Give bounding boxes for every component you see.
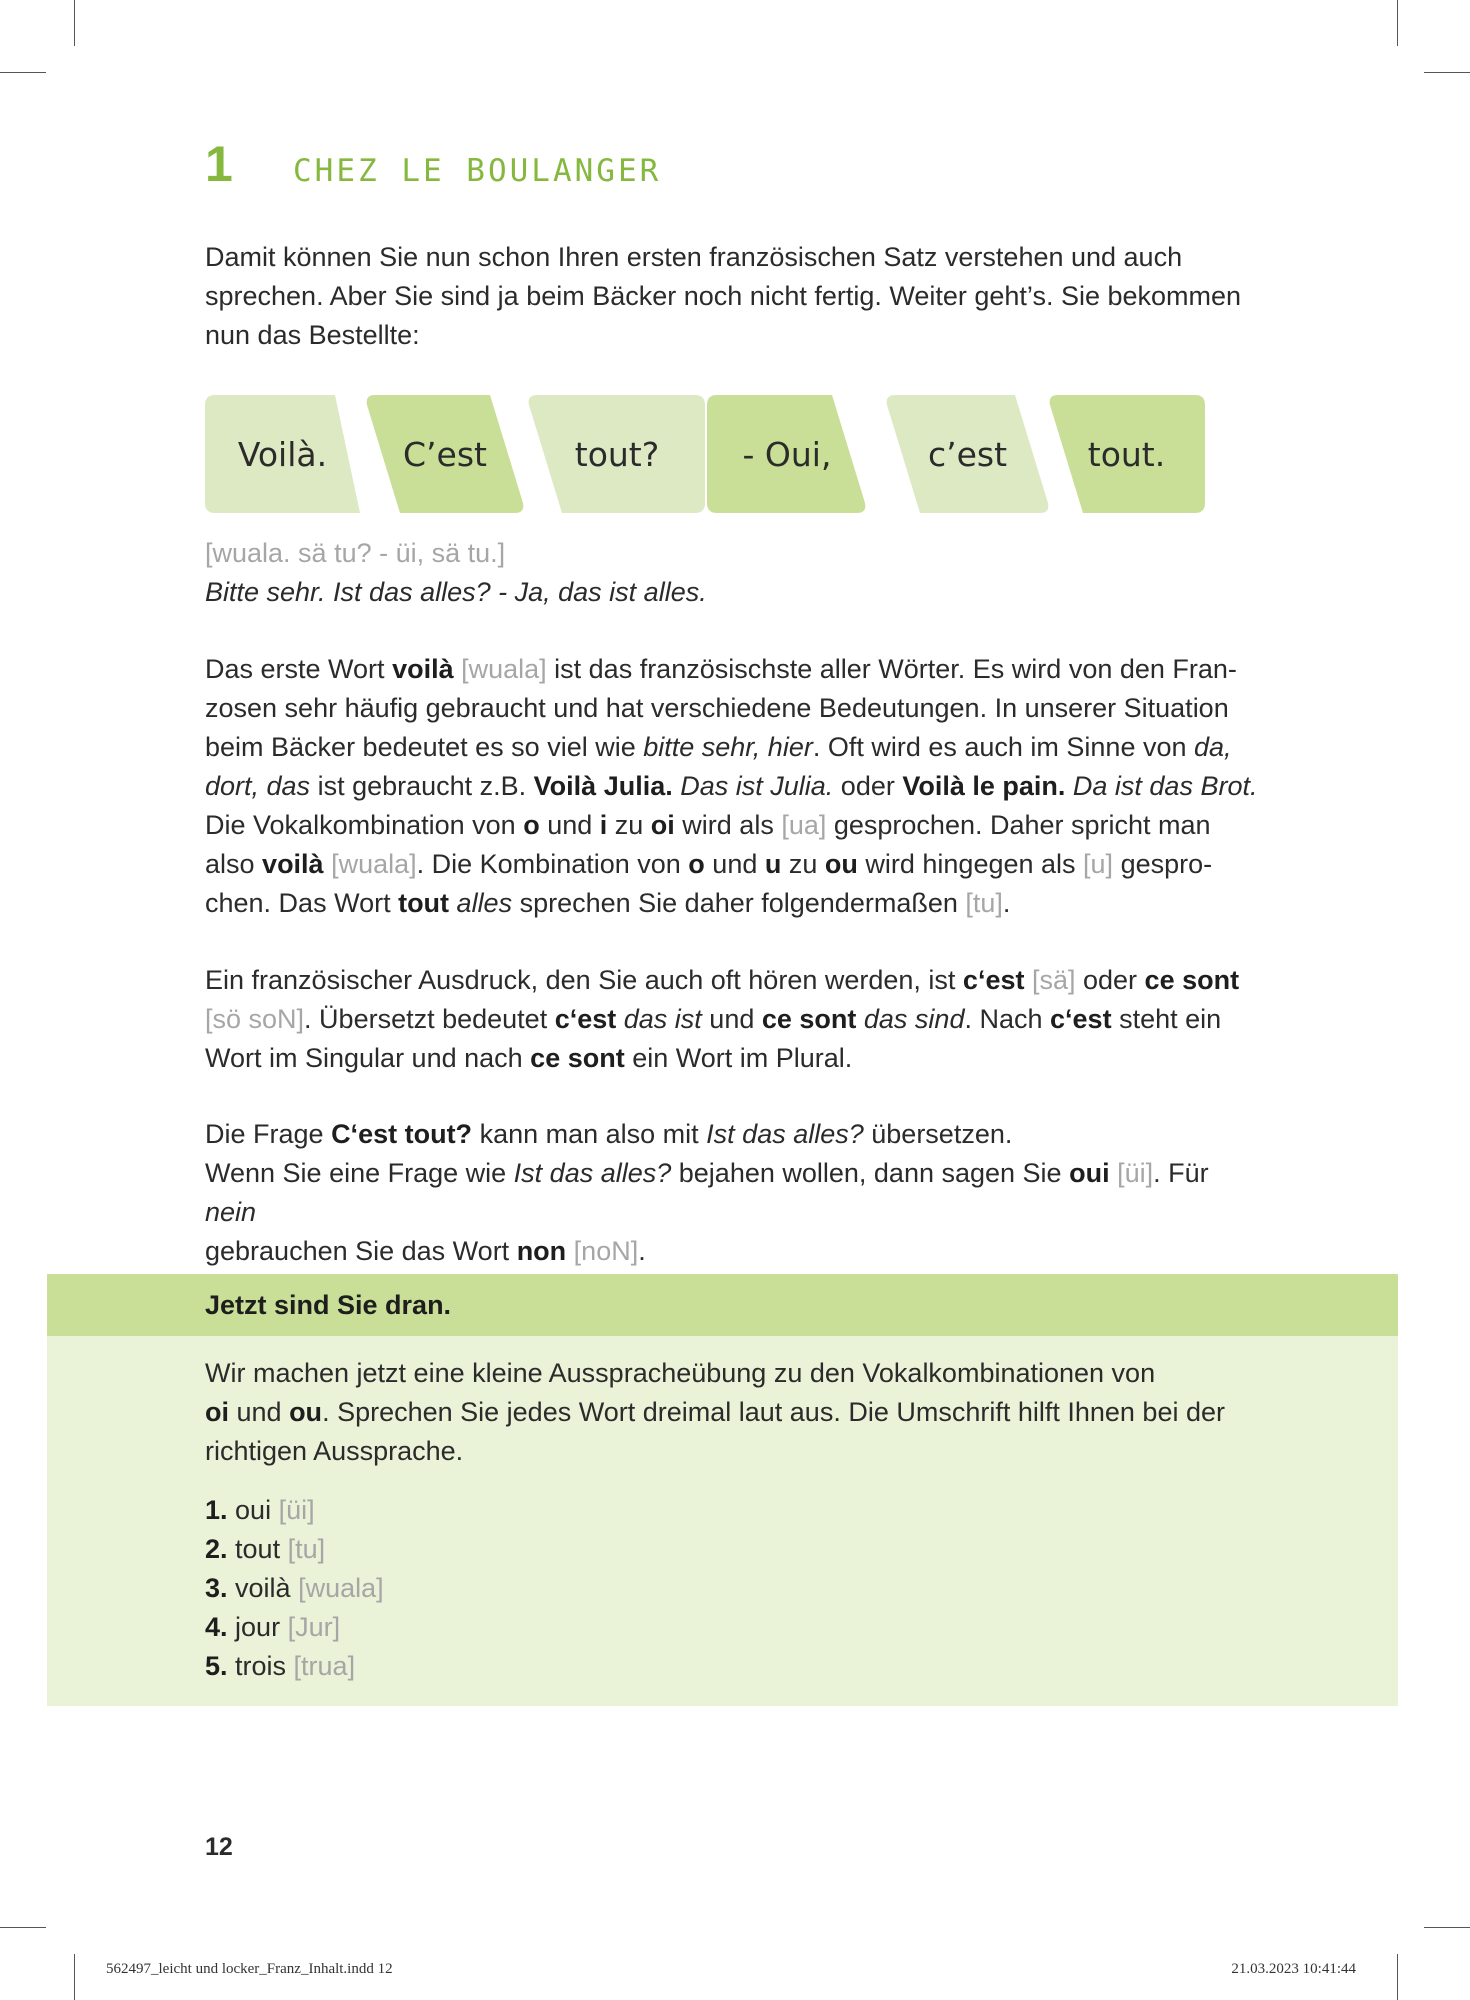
word-card-text: tout? bbox=[574, 434, 660, 474]
text-line: [sö soN]. Übersetzt bedeutet c‘est das ist und ce sont das sind. Nach c‘est steht ein bbox=[205, 1004, 1222, 1034]
text-line: sprechen. Aber Sie sind ja beim Bäcker noch nicht fertig. Weiter geht’s. Sie bekommen bbox=[205, 281, 1242, 311]
explanation-paragraph-oui-non bbox=[205, 1115, 1265, 1271]
word-card-text: - Oui, bbox=[742, 434, 832, 474]
word-card bbox=[885, 395, 1050, 513]
crop-mark bbox=[1424, 72, 1470, 73]
text-line: also voilà [wuala]. Die Kombination von o und u zu ou wird hingegen als [u] gespro- bbox=[205, 849, 1213, 879]
text-line: Die Frage C‘est tout? kann man also mit Ist das alles? übersetzen. bbox=[205, 1119, 1013, 1149]
chapter-heading bbox=[205, 135, 661, 205]
text-line: Die Vokalkombination von o und i zu oi wird als [ua] gesprochen. Daher spricht man bbox=[205, 810, 1211, 840]
word-card-text: C’est bbox=[403, 434, 487, 474]
text-line: gebrauchen Sie das Wort non [noN]. bbox=[205, 1236, 646, 1266]
text-line: Wenn Sie eine Frage wie Ist das alles? bejahen wollen, dann sagen Sie oui [üi]. Für nein bbox=[205, 1158, 1209, 1227]
word-card bbox=[1048, 395, 1205, 513]
crop-mark bbox=[1424, 1927, 1470, 1928]
text-line: Damit können Sie nun schon Ihren ersten französischen Satz verstehen und auch bbox=[205, 242, 1183, 272]
explanation-paragraph-cest bbox=[205, 961, 1265, 1078]
crop-mark bbox=[74, 1954, 75, 2000]
print-slug-file: 562497_leicht und locker_Franz_Inhalt.indd 12 bbox=[106, 1961, 393, 1977]
text-line: Das erste Wort voilà [wuala] ist das französischste aller Wörter. Es wird von den Fran- bbox=[205, 654, 1237, 684]
chapter-title: CHEZ LE BOULANGER bbox=[293, 153, 662, 189]
text-line: Wir machen jetzt eine kleine Ausspracheübung zu den Vokalkombinationen von bbox=[205, 1358, 1156, 1388]
crop-mark bbox=[1397, 1954, 1398, 2000]
text-line: dort, das ist gebraucht z.B. Voilà Julia. Das ist Julia. oder Voilà le pain. Da ist das Brot. bbox=[205, 771, 1258, 801]
translation: Bitte sehr. Ist das alles? - Ja, das ist alles. bbox=[205, 577, 707, 607]
word-card bbox=[365, 395, 525, 513]
word-card bbox=[707, 395, 867, 513]
text-line: zosen sehr häufig gebraucht und hat verschiedene Bedeutungen. In unserer Situation bbox=[205, 693, 1229, 723]
word-card-text: Voilà. bbox=[237, 434, 328, 474]
list-item: 4. jour [Jur] bbox=[205, 1612, 341, 1642]
list-item: 2. tout [tu] bbox=[205, 1534, 326, 1564]
list-item: 5. trois [trua] bbox=[205, 1651, 356, 1681]
print-slug-date: 21.03.2023 10:41:44 bbox=[1231, 1961, 1356, 1977]
chapter-number: 1 bbox=[205, 136, 233, 192]
intro-paragraph bbox=[205, 238, 1265, 355]
pronunciation: [wuala. sä tu? - üi, sä tu.] bbox=[205, 538, 506, 568]
text-line: beim Bäcker bedeutet es so viel wie bitte sehr, hier. Oft wird es auch im Sinne von da, bbox=[205, 732, 1232, 762]
explanation-paragraph-voila bbox=[205, 650, 1265, 923]
list-item: 3. voilà [wuala] bbox=[205, 1573, 384, 1603]
text-line: Wort im Singular und nach ce sont ein Wort im Plural. bbox=[205, 1043, 853, 1073]
word-card-text: c’est bbox=[927, 434, 1008, 474]
exercise-instructions bbox=[205, 1354, 1265, 1471]
text-line: nun das Bestellte: bbox=[205, 320, 420, 350]
exercise-word-list bbox=[205, 1491, 384, 1686]
text-line: Ein französischer Ausdruck, den Sie auch oft hören werden, ist c‘est [sä] oder ce sont bbox=[205, 965, 1240, 995]
word-card bbox=[527, 395, 707, 513]
crop-mark bbox=[74, 0, 75, 46]
page-number: 12 bbox=[205, 1833, 233, 1861]
word-card bbox=[205, 395, 360, 513]
crop-mark bbox=[0, 1927, 46, 1928]
word-cards bbox=[205, 395, 1205, 513]
word-card-text: tout. bbox=[1087, 434, 1166, 474]
text-line: richtigen Aussprache. bbox=[205, 1436, 464, 1466]
list-item: 1. oui [üi] bbox=[205, 1495, 315, 1525]
crop-mark bbox=[1397, 0, 1398, 46]
text-line: oi und ou. Sprechen Sie jedes Wort dreimal laut aus. Die Umschrift hilft Ihnen bei der bbox=[205, 1397, 1225, 1427]
crop-mark bbox=[0, 72, 46, 73]
text-line: chen. Das Wort tout alles sprechen Sie daher folgendermaßen [tu]. bbox=[205, 888, 1011, 918]
exercise-heading: Jetzt sind Sie dran. bbox=[205, 1290, 452, 1320]
